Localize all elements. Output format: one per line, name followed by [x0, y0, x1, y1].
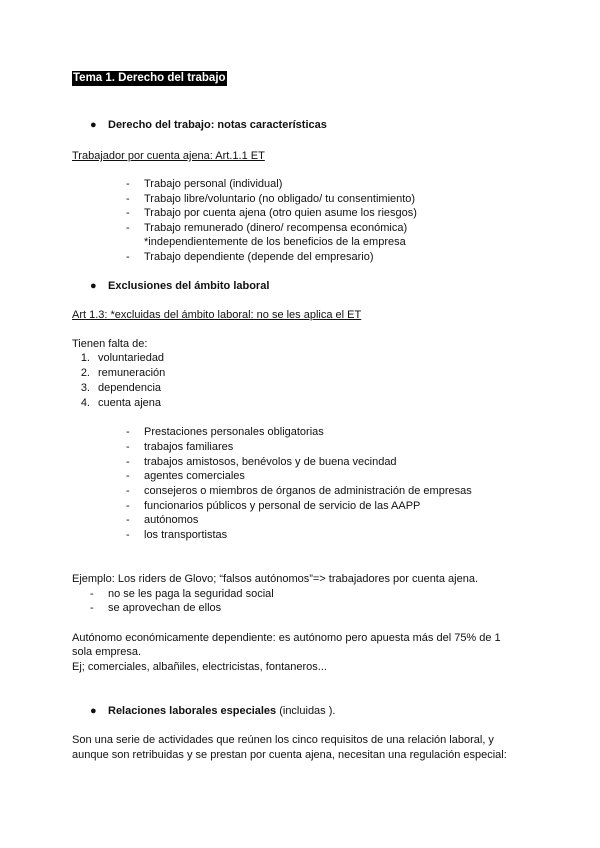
dash-icon: -	[126, 426, 130, 438]
list-item-text: trabajos familiares	[144, 441, 234, 453]
autonomo-text: Autónomo económicamente dependiente: es autónomo pero apuesta más del 75% de 1	[72, 632, 501, 644]
dash-icon: -	[126, 470, 130, 482]
list-item-text: Trabajo remunerado (dinero/ recompensa económica)	[144, 222, 408, 234]
numbered-item	[70, 381, 161, 395]
dash-icon: -	[126, 222, 130, 234]
list-item-text: Trabajo personal (individual)	[144, 178, 283, 190]
list-item-text: Trabajo dependiente (depende del empresario)	[144, 251, 374, 263]
dash-icon: -	[126, 178, 130, 190]
ej-text: Ej; comerciales, albañiles, electricistas, fontaneros...	[72, 661, 327, 673]
item-number: 2.	[80, 367, 90, 379]
list-item	[126, 513, 198, 527]
list-item-text: Trabajo libre/voluntario (no obligado/ tu consentimiento)	[144, 193, 416, 205]
list-item	[90, 601, 221, 615]
example-text: Ejemplo: Los riders de Glovo; “falsos autónomos”=> trabajadores por cuenta ajena.	[72, 573, 479, 585]
list-item	[126, 221, 407, 235]
subheading-trabajador: Trabajador por cuenta ajena: Art.1.1 ET	[72, 150, 265, 162]
numbered-item	[70, 351, 164, 365]
list-item	[126, 206, 417, 220]
list-item-text: funcionarios públicos y personal de servicio de las AAPP	[144, 500, 421, 512]
list-item-text: consejeros o miembros de órganos de administración de empresas	[144, 485, 472, 497]
dash-icon: -	[126, 529, 130, 541]
list-item	[126, 499, 420, 513]
list-item-text: Trabajo por cuenta ajena (otro quien asume los riesgos)	[144, 207, 417, 219]
section-heading-suffix: (incluidas ).	[276, 705, 336, 717]
paragraph-line: Son una serie de actividades que reúnen los cinco requisitos de una relación laboral, y	[72, 734, 494, 746]
list-item-text: trabajos amistosos, benévolos y de buena vecindad	[144, 456, 397, 468]
section-heading-relaciones	[90, 704, 335, 718]
numbered-item-text: cuenta ajena	[98, 397, 161, 409]
list-item-text: Prestaciones personales obligatorias	[144, 426, 324, 438]
list-item-note: *independientemente de los beneficios de la empresa	[144, 236, 406, 248]
dash-icon: -	[126, 485, 130, 497]
numbered-item-text: voluntariedad	[98, 352, 165, 364]
dash-icon: -	[126, 251, 130, 263]
list-item	[126, 528, 227, 542]
dash-icon: -	[126, 207, 130, 219]
item-number: 1.	[80, 352, 90, 364]
item-number: 3.	[80, 382, 90, 394]
dash-icon: -	[90, 588, 94, 600]
subheading-art13: Art 1.3: *excluidas del ámbito laboral: no se les aplica el ET	[72, 309, 362, 321]
list-item	[90, 587, 274, 601]
paragraph-line: aunque son retribuidas y se prestan por cuenta ajena, necesitan una regulación especial:	[72, 749, 507, 761]
numbered-item	[70, 396, 161, 410]
bullet-icon: ●	[90, 705, 97, 717]
page-title: Tema 1. Derecho del trabajo	[73, 72, 226, 84]
section-heading-derecho	[90, 118, 327, 132]
numbered-item	[70, 366, 165, 380]
dash-icon: -	[126, 514, 130, 526]
list-item-text: no se les paga la seguridad social	[108, 588, 274, 600]
dash-icon: -	[90, 602, 94, 614]
list-item-text: los transportistas	[144, 529, 228, 541]
list-item	[126, 455, 397, 469]
numbered-item-text: dependencia	[98, 382, 162, 394]
dash-icon: -	[126, 441, 130, 453]
bullet-icon: ●	[90, 280, 97, 292]
dash-icon: -	[126, 456, 130, 468]
numbered-item-text: remuneración	[98, 367, 166, 379]
list-item-text: se aprovechan de ellos	[108, 602, 222, 614]
section-heading-text: Derecho del trabajo: notas características	[108, 119, 327, 131]
list-item-text: agentes comerciales	[144, 470, 245, 482]
section-heading-exclusiones	[90, 279, 269, 293]
dash-icon: -	[126, 500, 130, 512]
item-number: 4.	[80, 397, 90, 409]
list-item	[126, 177, 282, 191]
bullet-icon: ●	[90, 119, 97, 131]
list-item	[126, 425, 324, 439]
dash-icon: -	[126, 193, 130, 205]
list-item	[126, 250, 374, 264]
list-item	[126, 469, 245, 483]
list-item-text: autónomos	[144, 514, 199, 526]
list-item	[126, 192, 415, 206]
list-item	[126, 484, 472, 498]
section-heading-text: Exclusiones del ámbito laboral	[108, 280, 270, 292]
list-item	[126, 440, 233, 454]
intro-text: Tienen falta de:	[72, 338, 148, 350]
autonomo-text-cont: sola empresa.	[72, 646, 142, 658]
section-heading-text: Relaciones laborales especiales	[108, 705, 277, 717]
